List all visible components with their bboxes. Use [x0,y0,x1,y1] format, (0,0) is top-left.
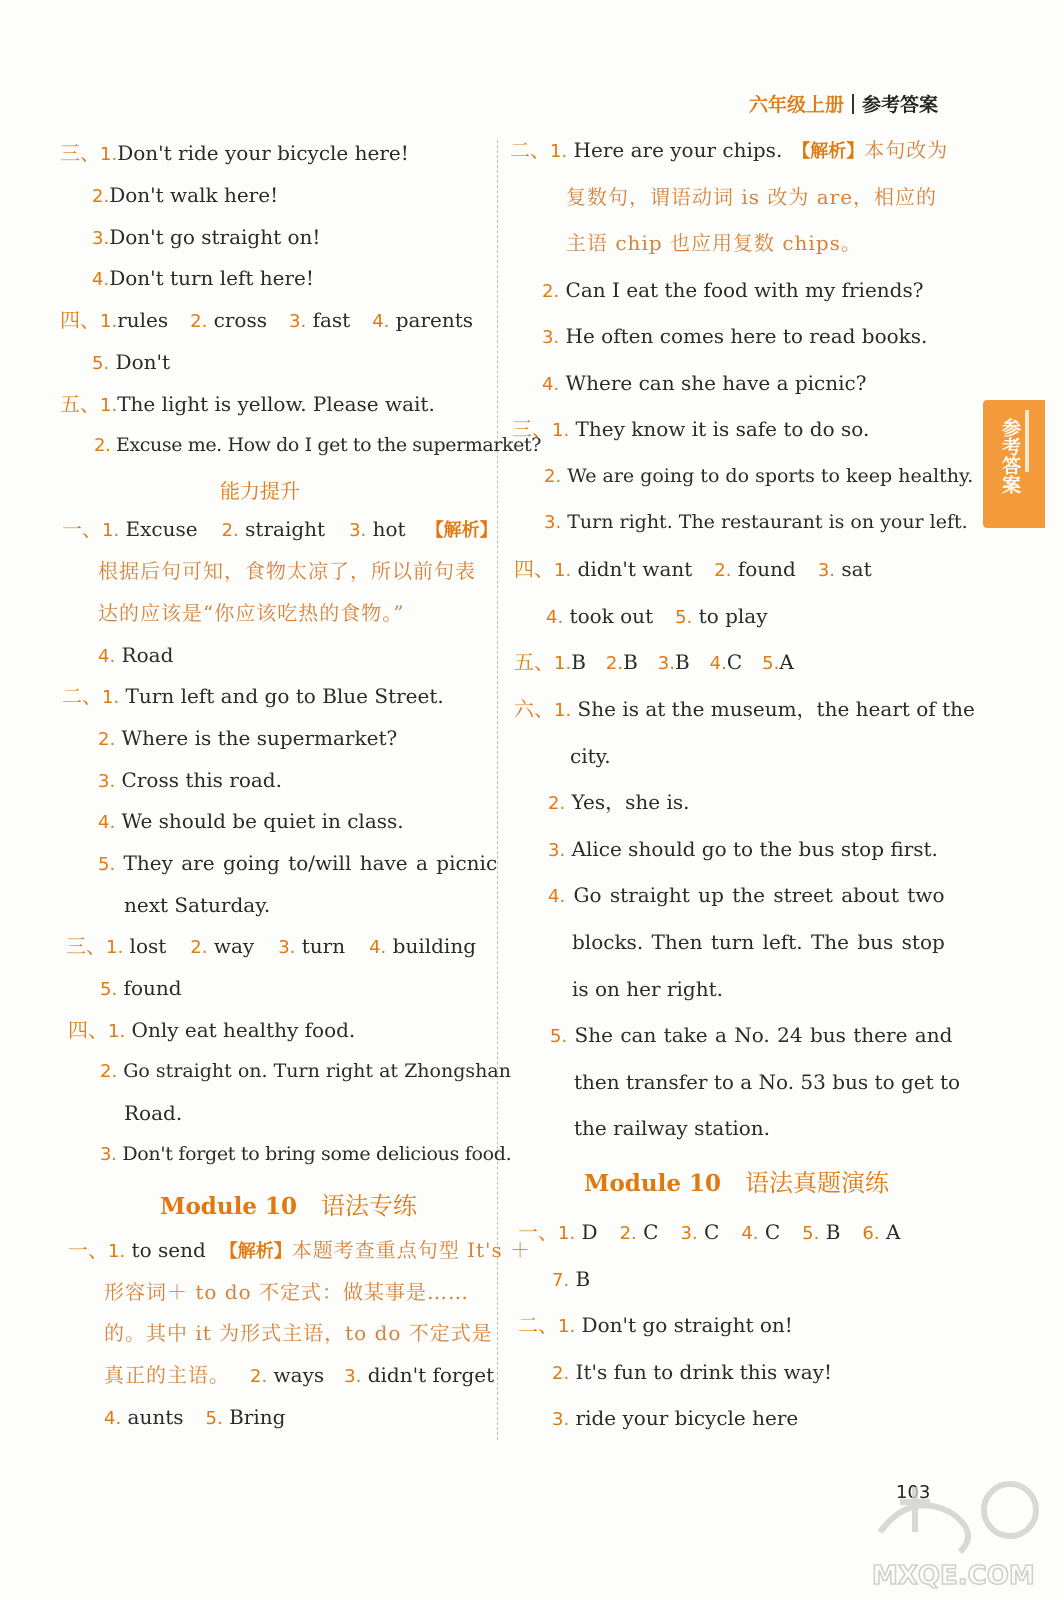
answer-line: 三、1. They know it is safe to do so. [512,417,870,441]
answer-line: 4. Road [98,643,174,667]
answer-line: 三、1.Don't ride your bicycle here! [60,141,409,165]
module-heading: Module 10 语法真题演练 [584,1169,889,1197]
answer-line: 四、1. Only eat healthy food. [68,1018,356,1042]
answer-line: blocks. Then turn left. The bus stop [572,930,945,954]
answer-line: 一、1. D 2. C 3. C 4. C 5. B 6. A [518,1220,901,1244]
answer-line: 5. Don't [92,350,171,374]
answer-line: 一、1. to send 【解析】本题考查重点句型 It's ＋ [68,1238,532,1262]
explanation-line: 主语 chip 也应用复数 chips。 [566,231,862,255]
answer-line: 4. took out 5. to play [546,604,768,628]
side-tab[interactable] [983,400,1045,528]
answer-line: 5. They are going to/will have a picnic [98,851,498,875]
answer-line: 3. Cross this road. [98,768,282,792]
answer-line: 3. Don't forget to bring some delicious food. [100,1143,512,1165]
page-header [749,90,938,117]
answer-line: 二、1. Here are your chips. 【解析】本句改为 [510,138,949,162]
side-tab-stripe [1025,410,1029,472]
answer-line: 2. It's fun to drink this way! [552,1360,832,1384]
answer-line: 4.Don't turn left here! [92,266,314,290]
explanation-line: 的。其中 it 为形式主语，to do 不定式是 [104,1321,493,1345]
answer-line: 3. Turn right. The restaurant is on your left. [544,511,968,533]
header-divider [852,94,854,114]
header-grade: 六年级上册 [748,94,844,116]
answer-line: 7. B [552,1267,591,1291]
answer-line: is on her right. [572,977,723,1001]
answer-line: the railway station. [574,1116,771,1140]
answer-line: 2. Can I eat the food with my friends? [542,278,924,302]
explanation-line: 达的应该是“你应该吃热的食物。” [98,601,405,625]
answer-line: then transfer to a No. 53 bus to get to [574,1070,961,1094]
answer-line: 二、1. Don't go straight on! [518,1313,793,1337]
answer-line: next Saturday. [124,893,271,917]
answer-line: 二、1. Turn left and go to Blue Street. [62,684,444,708]
module-heading: Module 10 语法专练 [160,1192,417,1220]
answer-line: Road. [124,1101,183,1125]
answer-line: 2. We are going to do sports to keep healthy. [544,465,974,487]
answer-line: city. [570,744,611,768]
section-heading: 能力提升 [220,479,300,503]
answer-line: 4. aunts 5. Bring [104,1405,286,1429]
watermark-stamp-icon [870,1472,1045,1592]
answer-line: 四、1.rules 2. cross 3. fast 4. parents [60,308,474,332]
answer-line: 六、1. She is at the museum，the heart of the [514,697,975,721]
answer-line: 3.Don't go straight on! [92,225,321,249]
explanation-line: 复数句，谓语动词 is 改为 are，相应的 [566,185,938,209]
explanation-line: 根据后句可知，食物太凉了，所以前句表 [98,559,476,583]
page-number: 103 [896,1482,931,1503]
answer-line: 4. Where can she have a picnic? [542,371,867,395]
answer-line: 一、1. Excuse 2. straight 3. hot 【解析】 [62,517,498,541]
answer-line: 四、1. didn't want 2. found 3. sat [514,557,872,581]
answer-line: 2. Excuse me. How do I get to the supermarket? [94,434,541,456]
answer-line: 五、1.B 2.B 3.B 4.C 5.A [514,650,794,674]
header-title: 参考答案 [861,94,938,116]
answer-line: 真正的主语。 2. ways 3. didn't forget [104,1363,495,1387]
answer-line: 2. Yes，she is. [548,790,690,814]
answer-line: 2. Where is the supermarket? [98,726,398,750]
answer-line: 3. He often comes here to read books. [542,324,928,348]
answer-line: 4. Go straight up the street about two [548,883,945,907]
answer-line: 2.Don't walk here! [92,183,279,207]
answer-line: 3. ride your bicycle here [552,1406,799,1430]
watermark-text: MXQE.COM [872,1561,1035,1591]
answer-line: 5. She can take a No. 24 bus there and [550,1023,953,1047]
answer-line: 三、1. lost 2. way 3. turn 4. building [66,934,476,958]
answer-line: 五、1.The light is yellow. Please wait. [60,392,435,416]
side-tab-label: 参考答案 [999,418,1021,494]
answer-line: 3. Alice should go to the bus stop first. [548,837,938,861]
answer-line: 5. found [100,976,182,1000]
answer-line: 2. Go straight on. Turn right at Zhongshan [100,1060,511,1082]
answer-line: 4. We should be quiet in class. [98,809,404,833]
explanation-line: 形容词＋ to do 不定式：做某事是…… [104,1280,469,1304]
